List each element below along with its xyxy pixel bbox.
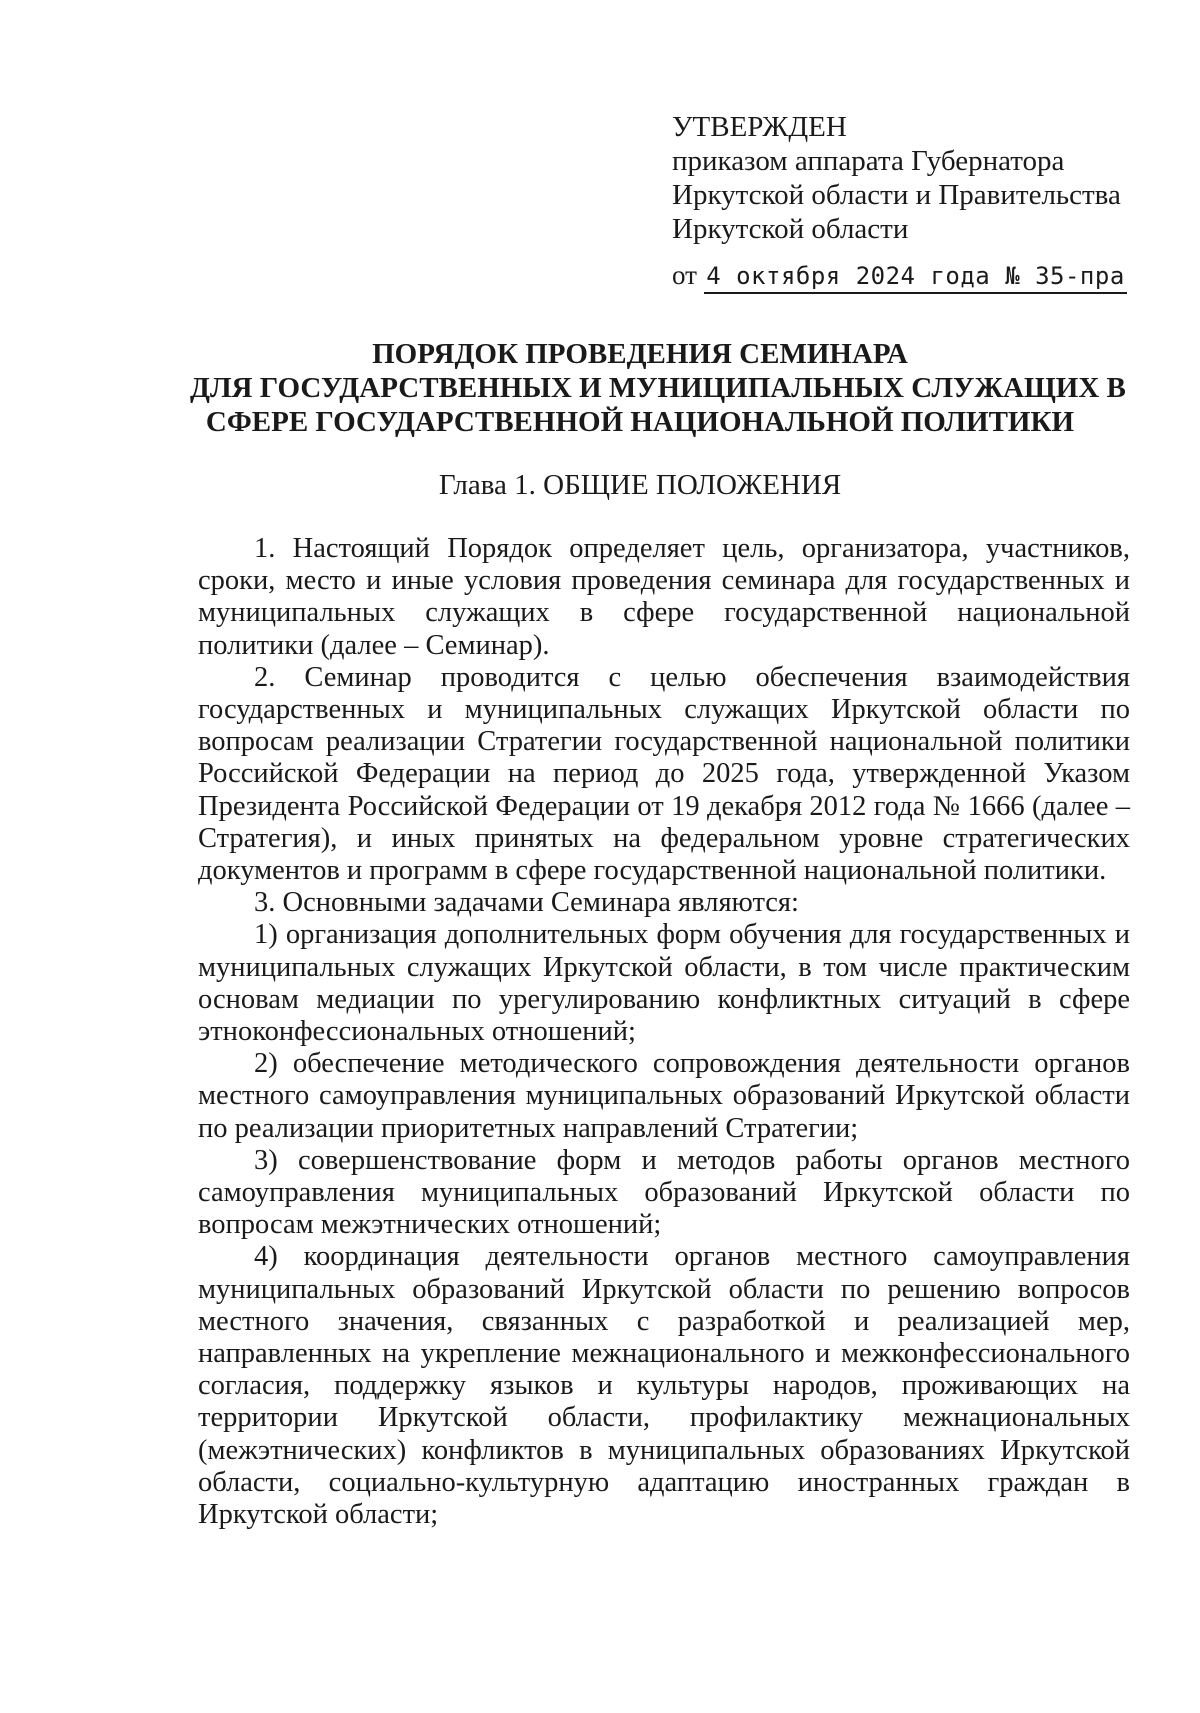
paragraph-2: 2. Семинар проводится с целью обеспечения взаимодействия государственных и муниципальных служащих Иркутской области по вопросам реализации Стратегии государственной национальной политики Российской Федерации на период до 2025 года, утвержденной Указом Президента Российской Федерации от 19 декабря 2012 года № 1666 (далее – Стратегия), и иных принятых на федеральном уровне стратегических документов и программ в сфере государственной национальной политики. [198, 661, 1130, 887]
approval-date-prefix: от [672, 260, 697, 290]
approval-heading: УТВЕРЖДЕН [672, 111, 847, 143]
approval-line-2: Иркутской области и Правительства [672, 179, 1121, 211]
title-line-3: СФЕРЕ ГОСУДАРСТВЕННОЙ НАЦИОНАЛЬНОЙ ПОЛИТИКИ [205, 406, 1075, 438]
title-line-2: ДЛЯ ГОСУДАРСТВЕННЫХ И МУНИЦИПАЛЬНЫХ СЛУЖАЩИХ В [190, 372, 1126, 404]
list-item-1: 1) организация дополнительных форм обучения для государственных и муниципальных служащих Иркутской области, в том числе практическим основам медиации по урегулированию конфликтных ситуаций в сфере этноконфессиональных отношений; [198, 919, 1130, 1048]
approval-line-1: приказом аппарата Губернатора [672, 145, 1065, 177]
paragraph-1: 1. Настоящий Порядок определяет цель, организатора, участников, сроки, место и иные условия проведения семинара для государственных и муниципальных служащих в сфере государственной национальной политики (далее – Семинар). [198, 533, 1130, 661]
approval-date-line [672, 258, 1132, 293]
approval-date-value: 4 октября 2024 года № 35-пра [704, 262, 1127, 294]
paragraph-3: 3. Основными задачами Семинара являются: [254, 887, 799, 919]
list-item-2: 2) обеспечение методического сопровождения деятельности органов местного самоуправления муниципальных образований Иркутской области по реализации приоритетных направлений Стратегии; [198, 1048, 1130, 1144]
list-item-4: 4) координация деятельности органов местного самоуправления муниципальных образований Иркутской области по решению вопросов местного значения, связанных с разработкой и реализацией мер, направленных на укрепление межнационального и межконфессионального согласия, поддержку языков и культуры народов, проживающих на территории Иркутской области, профилактику межнациональных (межэтнических) конфликтов в муниципальных образованиях Иркутской области, социально-культурную адаптацию иностранных граждан в Иркутской области; [198, 1241, 1130, 1531]
chapter-heading: Глава 1. ОБЩИЕ ПОЛОЖЕНИЯ [438, 469, 842, 501]
document-body [198, 533, 1130, 1531]
document-title [190, 337, 1126, 439]
approval-line-3: Иркутской области [672, 213, 909, 245]
title-line-1: ПОРЯДОК ПРОВЕДЕНИЯ СЕМИНАРА [372, 338, 908, 370]
list-item-3: 3) совершенствование форм и методов работы органов местного самоуправления муниципальных образований Иркутской области по вопросам межэтнических отношений; [198, 1144, 1130, 1241]
approval-block [672, 110, 1132, 293]
